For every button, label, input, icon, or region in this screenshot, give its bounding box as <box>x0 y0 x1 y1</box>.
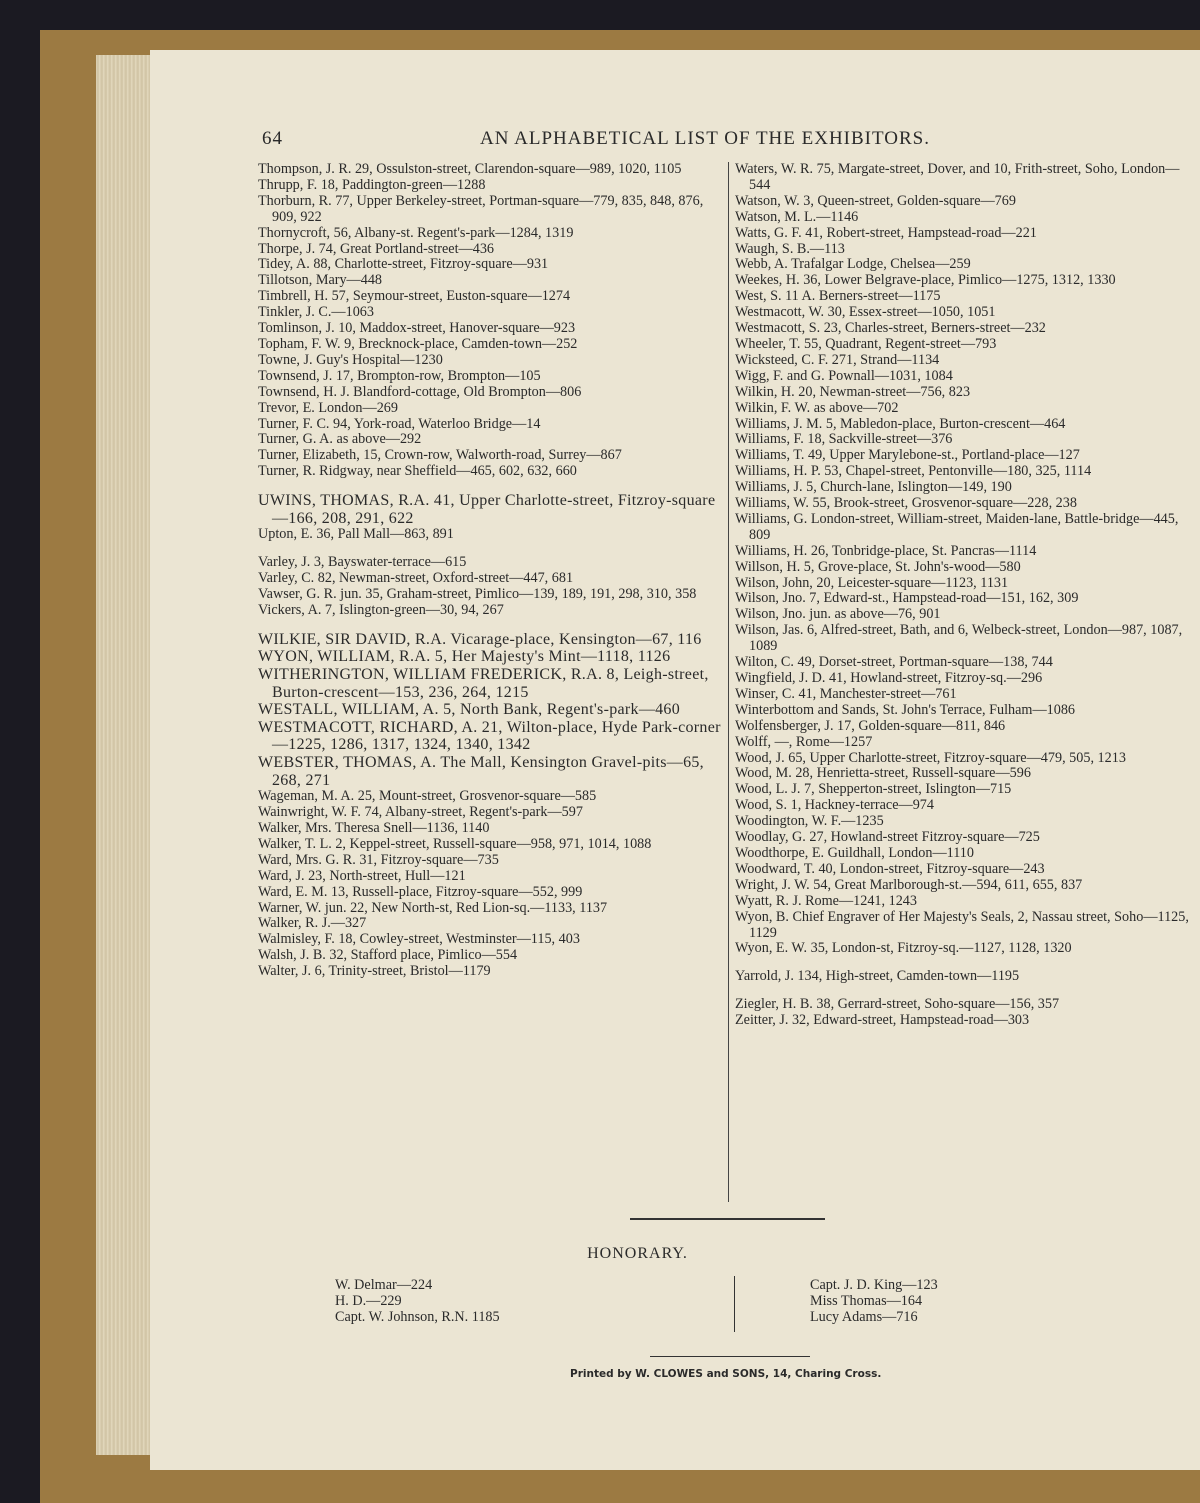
exhibitor-entry: Wood, M. 28, Henrietta-street, Russell-square—596 <box>735 765 1031 782</box>
exhibitor-entry: Wright, J. W. 54, Great Marlborough-st.—594, 611, 655, 837 <box>735 876 1083 893</box>
honorary-entry: Capt. J. D. King—123 <box>810 1277 938 1293</box>
exhibitor-entry: Woodward, T. 40, London-street, Fitzroy-square—243 <box>735 860 1045 877</box>
exhibitor-entry: Ziegler, H. B. 38, Gerrard-street, Soho-square—156, 357 <box>735 996 1060 1013</box>
exhibitor-entry: Willson, H. 5, Grove-place, St. John's-wood—580 <box>735 558 1021 575</box>
exhibitor-entry: Williams, J. M. 5, Mabledon-place, Burton-crescent—464 <box>735 415 1066 432</box>
exhibitor-entry: Webb, A. Trafalgar Lodge, Chelsea—259 <box>735 256 971 273</box>
exhibitor-entry: Vawser, G. R. jun. 35, Graham-street, Pimlico—139, 189, 191, 298, 310, 358 <box>258 586 697 603</box>
exhibitor-entry: Woodthorpe, E. Guildhall, London—1110 <box>735 844 974 861</box>
exhibitor-entry: Westmacott, W. 30, Essex-street—1050, 1051 <box>735 304 996 321</box>
exhibitor-entry: Wolfensberger, J. 17, Golden-square—811, 846 <box>735 717 1006 734</box>
exhibitor-entry: Varley, J. 3, Bayswater-terrace—615 <box>258 554 467 571</box>
exhibitor-entry: Townsend, J. 17, Brompton-row, Brompton—105 <box>258 367 541 384</box>
exhibitor-entry: Wageman, M. A. 25, Mount-street, Grosvenor-square—585 <box>258 788 597 805</box>
exhibitor-entry: Watson, M. L.—1146 <box>735 208 859 225</box>
honorary-entry: Lucy Adams—716 <box>810 1308 918 1325</box>
honorary-entry: H. D.—229 <box>335 1292 402 1309</box>
exhibitor-entry: Zeitter, J. 32, Edward-street, Hampstead-road—303 <box>735 1012 1030 1029</box>
section-rule <box>630 1218 825 1220</box>
exhibitor-entry: Williams, F. 18, Sackville-street—376 <box>735 431 953 448</box>
honorary-divider <box>734 1276 735 1332</box>
exhibitor-entry: Walker, R. J.—327 <box>258 915 367 932</box>
exhibitor-entry: Williams, T. 49, Upper Marylebone-st., Portland-place—127 <box>735 447 1080 464</box>
exhibitor-entry: Walter, J. 6, Trinity-street, Bristol—1179 <box>258 963 491 980</box>
exhibitor-entry: Woodlay, G. 27, Howland-street Fitzroy-square—725 <box>735 829 1040 846</box>
exhibitor-entry: Turner, R. Ridgway, near Sheffield—465, 602, 632, 660 <box>258 463 577 480</box>
exhibitor-entry: Turner, Elizabeth, 15, Crown-row, Walworth-road, Surrey—867 <box>258 447 622 464</box>
exhibitor-entry: Wood, S. 1, Hackney-terrace—974 <box>735 797 934 814</box>
exhibitor-entry: Tomlinson, J. 10, Maddox-street, Hanover-square—923 <box>258 320 576 337</box>
exhibitor-entry: Wyon, E. W. 35, London-st, Fitzroy-sq.—1127, 1128, 1320 <box>735 940 1072 957</box>
exhibitor-entry: Tidey, A. 88, Charlotte-street, Fitzroy-square—931 <box>258 256 549 273</box>
exhibitor-entry: Woodington, W. F.—1235 <box>735 813 884 830</box>
exhibitor-entry: Vickers, A. 7, Islington-green—30, 94, 267 <box>258 601 504 618</box>
exhibitor-entry: Wainwright, W. F. 74, Albany-street, Regent's-park—597 <box>258 804 583 821</box>
exhibitor-entry: Varley, C. 82, Newman-street, Oxford-street—447, 681 <box>258 570 574 587</box>
exhibitor-entry: Williams, W. 55, Brook-street, Grosvenor-square—228, 238 <box>735 495 1077 512</box>
exhibitor-entry: Timbrell, H. 57, Seymour-street, Euston-square—1274 <box>258 288 571 305</box>
exhibitor-entry: Wheeler, T. 55, Quadrant, Regent-street—793 <box>735 335 997 352</box>
honorary-right-list <box>810 1278 938 1326</box>
right-column <box>735 162 1190 1029</box>
exhibitor-entry: WESTMACOTT, RICHARD, A. 21, Wilton-place, Hyde Park-corner—1225, 1286, 1317, 1324, 1340, 1342 <box>258 718 721 754</box>
exhibitor-entry: Westmacott, S. 23, Charles-street, Berners-street—232 <box>735 320 1046 337</box>
footer-rule <box>650 1356 810 1357</box>
honorary-left-list <box>335 1278 500 1326</box>
exhibitor-entry: Thompson, J. R. 29, Ossulston-street, Clarendon-square—989, 1020, 1105 <box>258 161 682 177</box>
exhibitor-entry: Wilson, John, 20, Leicester-square—1123, 1131 <box>735 574 1009 591</box>
exhibitor-entry: Tinkler, J. C.—1063 <box>258 304 374 321</box>
exhibitor-entry: Wood, J. 65, Upper Charlotte-street, Fitzroy-square—479, 505, 1213 <box>735 749 1126 766</box>
exhibitor-entry: Walmisley, F. 18, Cowley-street, Westminster—115, 403 <box>258 931 580 948</box>
exhibitor-entry: Williams, G. London-street, William-street, Maiden-lane, Battle-bridge—445, 809 <box>735 510 1179 543</box>
honorary-entry: Miss Thomas—164 <box>810 1292 923 1309</box>
exhibitor-entry: Tillotson, Mary—448 <box>258 272 383 289</box>
exhibitor-entry: Wilson, Jno. 7, Edward-st., Hampstead-road—151, 162, 309 <box>735 590 1079 607</box>
exhibitor-entry: Thornycroft, 56, Albany-st. Regent's-park—1284, 1319 <box>258 224 574 241</box>
exhibitor-entry: Upton, E. 36, Pall Mall—863, 891 <box>258 526 454 543</box>
exhibitor-entry: Thorburn, R. 77, Upper Berkeley-street, Portman-square—779, 835, 848, 876, 909, 922 <box>258 192 704 225</box>
section-gap <box>258 619 728 631</box>
printer-imprint: Printed by W. CLOWES and SONS, 14, Charing Cross. <box>570 1368 882 1380</box>
exhibitor-entry: UWINS, THOMAS, R.A. 41, Upper Charlotte-street, Fitzroy-square—166, 208, 291, 622 <box>258 492 716 527</box>
exhibitor-entry: Wolff, —, Rome—1257 <box>735 733 873 750</box>
exhibitor-entry: Winser, C. 41, Manchester-street—761 <box>735 685 957 702</box>
exhibitor-entry: Weekes, H. 36, Lower Belgrave-place, Pimlico—1275, 1312, 1330 <box>735 272 1116 289</box>
exhibitor-entry: WESTALL, WILLIAM, A. 5, North Bank, Regent's-park—460 <box>258 701 681 719</box>
exhibitor-entry: Topham, F. W. 9, Brecknock-place, Camden-town—252 <box>258 335 578 352</box>
exhibitor-entry: Wicksteed, C. F. 271, Strand—1134 <box>735 351 940 368</box>
exhibitor-entry: Waugh, S. B.—113 <box>735 240 845 257</box>
exhibitor-entry: Yarrold, J. 134, High-street, Camden-town—1195 <box>735 968 1020 985</box>
exhibitor-entry: Walker, Mrs. Theresa Snell—1136, 1140 <box>258 820 490 836</box>
exhibitor-entry: Ward, E. M. 13, Russell-place, Fitzroy-square—552, 999 <box>258 883 583 900</box>
exhibitor-entry: Wilton, C. 49, Dorset-street, Portman-square—138, 744 <box>735 654 1053 671</box>
exhibitor-entry: Williams, J. 5, Church-lane, Islington—149, 190 <box>735 479 1012 496</box>
section-gap <box>258 480 728 492</box>
exhibitor-entry: Watts, G. F. 41, Robert-street, Hampstead-road—221 <box>735 224 1037 241</box>
left-column <box>258 162 728 980</box>
exhibitor-entry: Turner, G. A. as above—292 <box>258 431 422 448</box>
exhibitor-entry: West, S. 11 A. Berners-street—1175 <box>735 288 941 305</box>
exhibitor-entry: Walsh, J. B. 32, Stafford place, Pimlico—554 <box>258 947 518 964</box>
exhibitor-entry: Ward, J. 23, North-street, Hull—121 <box>258 867 466 884</box>
exhibitor-entry: Wilkin, F. W. as above—702 <box>735 399 899 416</box>
exhibitor-entry: WILKIE, SIR DAVID, R.A. Vicarage-place, Kensington—67, 116 <box>258 630 702 648</box>
exhibitor-entry: WITHERINGTON, WILLIAM FREDERICK, R.A. 8, Leigh-street, Burton-crescent—153, 236, 264, 1215 <box>258 666 709 701</box>
exhibitor-entry: Wigg, F. and G. Pownall—1031, 1084 <box>735 367 953 384</box>
book-page <box>150 50 1200 1470</box>
exhibitor-entry: Towne, J. Guy's Hospital—1230 <box>258 351 443 368</box>
exhibitor-entry: Wood, L. J. 7, Shepperton-street, Islington—715 <box>735 781 1012 798</box>
running-title: AN ALPHABETICAL LIST OF THE EXHIBITORS. <box>480 128 930 149</box>
exhibitor-entry: Wilson, Jas. 6, Alfred-street, Bath, and 6, Welbeck-street, London—987, 1087, 1089 <box>735 622 1183 655</box>
page-edges <box>96 55 156 1455</box>
exhibitor-entry: WEBSTER, THOMAS, A. The Mall, Kensington Gravel-pits—65, 268, 271 <box>258 754 704 789</box>
exhibitor-entry: Wyon, B. Chief Engraver of Her Majesty's Seals, 2, Nassau street, Soho—1125, 1129 <box>735 908 1189 941</box>
page-header <box>150 128 1200 158</box>
exhibitor-entry: Townsend, H. J. Blandford-cottage, Old Brompton—806 <box>258 383 582 400</box>
exhibitor-entry: Trevor, E. London—269 <box>258 399 398 416</box>
column-divider <box>728 162 729 1202</box>
honorary-entry: W. Delmar—224 <box>335 1277 433 1293</box>
exhibitor-entry: Watson, W. 3, Queen-street, Golden-square—769 <box>735 192 1016 209</box>
honorary-entry: Capt. W. Johnson, R.N. 1185 <box>335 1308 500 1325</box>
exhibitor-entry: Walker, T. L. 2, Keppel-street, Russell-square—958, 971, 1014, 1088 <box>258 835 652 852</box>
exhibitor-entry: Williams, H. 26, Tonbridge-place, St. Pancras—1114 <box>735 542 1037 559</box>
honorary-title: HONORARY. <box>587 1245 688 1262</box>
exhibitor-entry: Williams, H. P. 53, Chapel-street, Pentonville—180, 325, 1114 <box>735 463 1092 480</box>
exhibitor-entry: Waters, W. R. 75, Margate-street, Dover, and 10, Frith-street, Soho, London—544 <box>735 161 1180 193</box>
exhibitor-entry: Warner, W. jun. 22, New North-st, Red Lion-sq.—1133, 1137 <box>258 899 608 916</box>
exhibitor-entry: Wingfield, J. D. 41, Howland-street, Fitzroy-sq.—296 <box>735 670 1043 686</box>
exhibitor-entry: Ward, Mrs. G. R. 31, Fitzroy-square—735 <box>258 851 499 868</box>
exhibitor-entry: Wilson, Jno. jun. as above—76, 901 <box>735 606 941 623</box>
exhibitor-entry: Thrupp, F. 18, Paddington-green—1288 <box>258 176 486 193</box>
exhibitor-entry: Turner, F. C. 94, York-road, Waterloo Bridge—14 <box>258 415 541 432</box>
exhibitor-entry: Wilkin, H. 20, Newman-street—756, 823 <box>735 383 971 400</box>
exhibitor-entry: Wyatt, R. J. Rome—1241, 1243 <box>735 892 917 909</box>
exhibitor-entry: Winterbottom and Sands, St. John's Terrace, Fulham—1086 <box>735 701 1076 718</box>
exhibitor-entry: Thorpe, J. 74, Great Portland-street—436 <box>258 240 495 257</box>
exhibitor-entry: WYON, WILLIAM, R.A. 5, Her Majesty's Mint—1118, 1126 <box>258 648 671 666</box>
page-number: 64 <box>262 128 283 149</box>
